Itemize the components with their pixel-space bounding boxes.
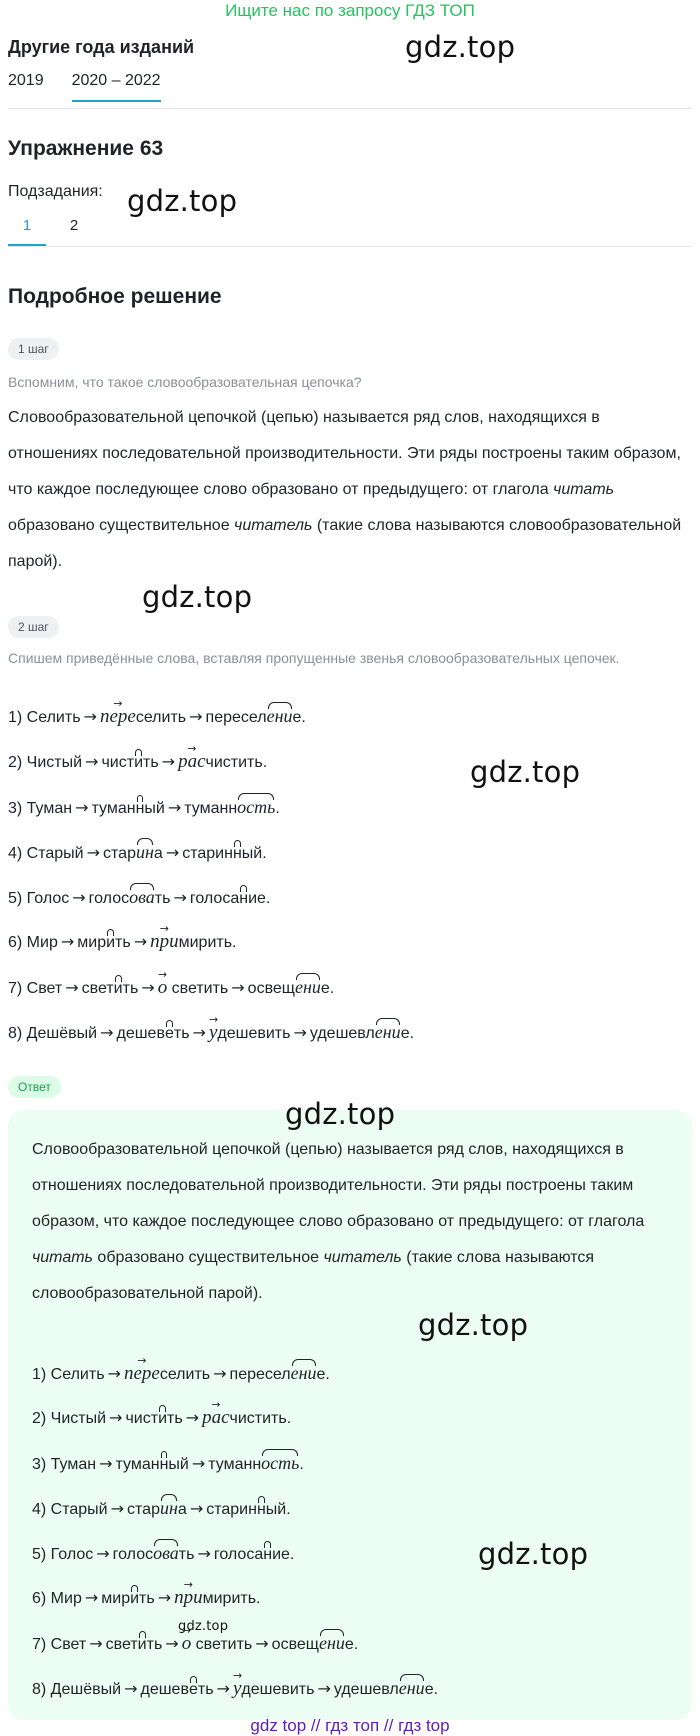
- watermark: gdz.top: [478, 1537, 589, 1571]
- step-hint: Спишем приведённые слова, вставляя пропущенные звенья словообразовательных цепочек.: [8, 650, 620, 666]
- step-badge: 1 шаг: [8, 338, 59, 360]
- chain-line: 6) Мир → мирить →→ примирить.: [8, 932, 237, 953]
- divider: [8, 246, 692, 247]
- watermark: gdz.top: [127, 184, 238, 218]
- step-explanation: Словообразовательной цепочкой (цепью) называется ряд слов, находящихся в отношениях последовательной производительности. Эти ряды построены таким образом, что каждое последующее слово образовано от предыдущего: от глагола читать образовано существительное читатель (такие слова называются словообразовательной парой).: [8, 409, 682, 570]
- answer-chain-line: 6) Мир → мирить →→ примирить.: [32, 1588, 261, 1609]
- chain-line: 8) Дешёвый → дешеветь →→ удешевить → удешевление.: [8, 1022, 414, 1044]
- watermark: gdz.top: [418, 1308, 529, 1342]
- chain-line: 3) Туман → туманный → туманность.: [8, 797, 280, 817]
- answer-chain-line: 4) Старый → старина → старинный.: [32, 1498, 291, 1518]
- subtask-tab-2[interactable]: 2: [69, 217, 79, 234]
- chain-line: 4) Старый → старина → старинный.: [8, 842, 267, 862]
- step-badge: 2 шаг: [8, 616, 59, 638]
- watermark: gdz.top: [142, 580, 253, 614]
- footer-links[interactable]: gdz top // гдз топ // гдз top: [250, 1716, 450, 1735]
- watermark: gdz.top: [178, 1619, 229, 1634]
- chain-line: 5) Голос → голосовать → голосание.: [8, 887, 271, 907]
- chain-line: 1) Селить →→ переселить → переселение.: [8, 706, 306, 728]
- answer-explanation: Словообразовательной цепочкой (цепью) называется ряд слов, находящихся в отношениях последовательной производительности. Эти ряды построены таким образом, что каждое последующее слово образовано от предыдущего: от глагола читать образовано существительное читатель (такие слова называются словообразовательной парой).: [32, 1141, 645, 1302]
- watermark: gdz.top: [470, 755, 581, 789]
- answer-badge: Ответ: [8, 1076, 61, 1098]
- editions-title: Другие года изданий: [8, 37, 195, 57]
- step-hint: Вспомним, что такое словообразовательная цепочка?: [8, 374, 362, 390]
- divider: [8, 108, 692, 109]
- watermark: gdz.top: [405, 30, 516, 64]
- chain-line: 7) Свет → светить →→ о светить → освещение.: [8, 977, 334, 999]
- answer-chain-line: 2) Чистый → чистить →→ расчистить.: [32, 1408, 291, 1429]
- promo-banner: Ищите нас по запросу ГДЗ ТОП: [225, 1, 475, 20]
- exercise-title: Упражнение 63: [8, 137, 164, 160]
- answer-chain-line: 8) Дешёвый → дешеветь →→ удешевить → удешевление.: [32, 1678, 438, 1700]
- edition-year-tabs: [8, 72, 189, 102]
- answer-chain-line: 1) Селить →→ переселить → переселение.: [32, 1363, 330, 1385]
- chain-line: 2) Чистый → чистить →→ расчистить.: [8, 752, 267, 773]
- solution-title: Подробное решение: [8, 285, 222, 308]
- subtask-tabs: [8, 217, 84, 246]
- year-tab-2019[interactable]: 2019: [8, 72, 44, 89]
- subtask-tab-1[interactable]: 1: [8, 217, 46, 246]
- answer-chain-line: 7) Свет → светить →→ о светить → освещение.: [32, 1633, 358, 1655]
- year-tab-2020-2022[interactable]: 2020 – 2022: [72, 72, 161, 102]
- answer-chain-line: 3) Туман → туманный → туманность.: [32, 1453, 304, 1473]
- answer-chain-line: 5) Голос → голосовать → голосание.: [32, 1543, 295, 1563]
- watermark: gdz.top: [285, 1097, 396, 1131]
- subtasks-label: Подзадания:: [8, 183, 103, 200]
